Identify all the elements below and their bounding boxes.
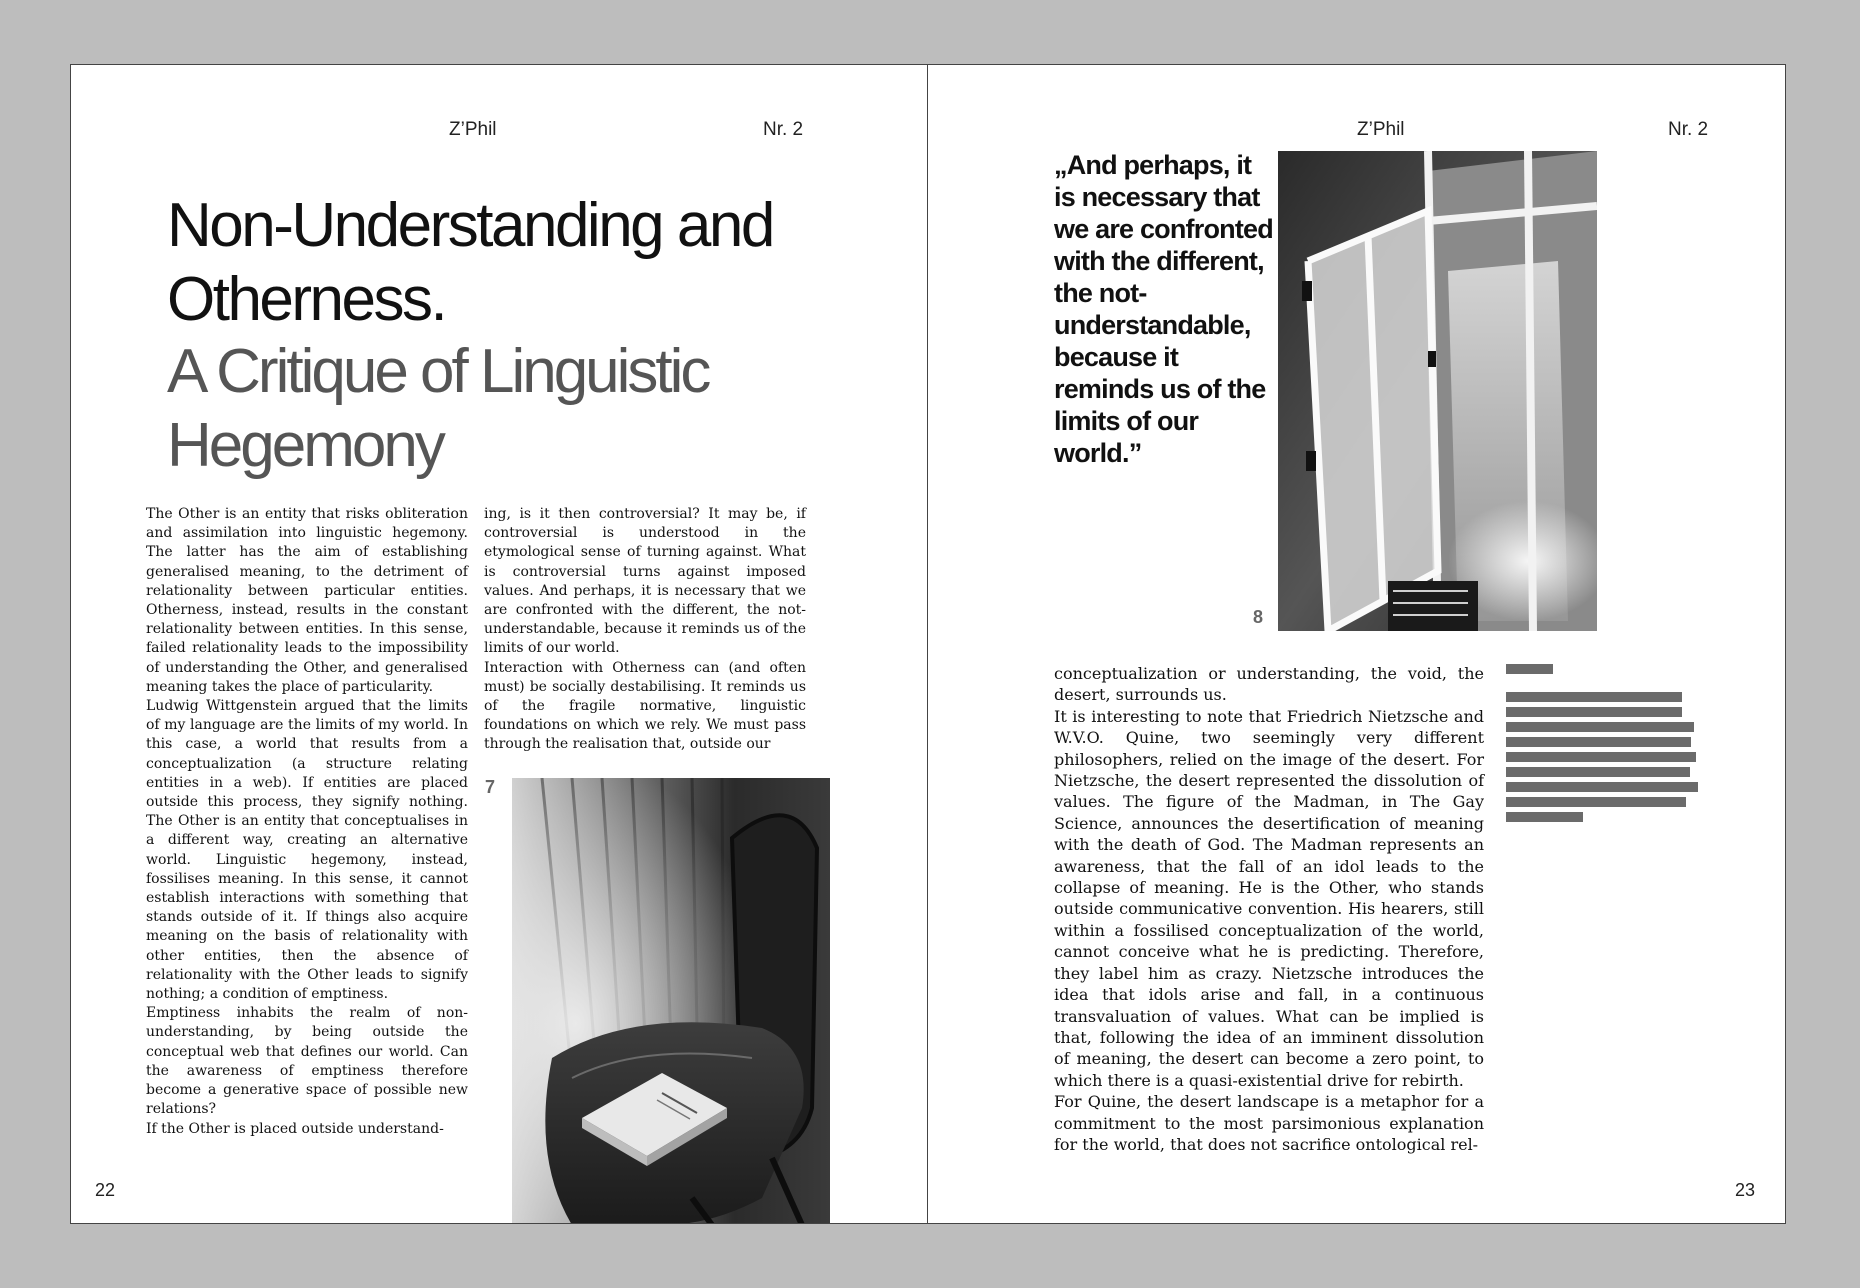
paragraph: It is interesting to note that Friedrich Nietzsche and W.V.O. Quine, two seemingly very different philosophers, relied on the image of the desert. For Nietzsche, the desert represented the dissolution of values. The figure of the Madman, in The Gay Science, announces the desertification of meaning with the death of God. The Madman represents an awareness, that the fall of an idol leads to the collapse of meaning. He is the Other, who stands outside communicative convention. His hearers, still within a fossilised conceptualization of the world, cannot conceive what he is predicting. Therefore, they label him as crazy. Nietzsche introduces the idea that idols arise and fall, in a continuous transvaluation of values. What can be implied is that, following the idea of an imminent dissolution of meaning, the desert can become a zero point, to which there is a quasi-existential drive for rebirth.	[1054, 706, 1484, 1090]
paragraph: Interaction with Otherness can (and often must) be socially destabilising. It reminds us of the fragile normative, linguistic foundations on which we rely. We must pass through the realisation that, outside our	[484, 659, 806, 753]
redaction-bar	[1506, 737, 1691, 747]
redaction-bar	[1506, 692, 1682, 702]
paragraph: conceptualization or understanding, the void, the desert, surrounds us.	[1054, 664, 1484, 705]
open-window-illustration	[1278, 151, 1597, 631]
body-column	[1054, 663, 1484, 1155]
paragraph: For Quine, the desert landscape is a metaphor for a commitment to the most parsimonious explanation for the world, that does not sacrifice ontological rel-	[1054, 1092, 1484, 1154]
redaction-bar	[1506, 664, 1553, 674]
running-head-journal: Z’Phil	[1357, 119, 1405, 140]
paragraph: If the Other is placed outside understand-	[146, 1120, 444, 1137]
page-number: 22	[95, 1180, 116, 1200]
body-column-2	[484, 505, 806, 755]
article-title: Non-Understanding and Otherness.	[167, 191, 773, 334]
chair-with-book-photo	[512, 778, 830, 1224]
paragraph: ing, is it then controversial? It may be, if controversial is understood in the etymological sense of turning against. What is controversial turns against imposed values. And perhaps, it is necessary that we are confronted with the different, the not-understandable, because it reminds us of the limits of our world.	[484, 506, 806, 657]
page-number: 23	[1734, 1180, 1755, 1200]
redaction-bar	[1506, 797, 1686, 807]
running-head-issue: Nr. 2	[1668, 119, 1709, 140]
paragraph: Emptiness inhabits the realm of non-understanding, by being outside the conceptual web that defines our world. Can the awareness of emptiness therefore become a generative space of possible new relations?	[146, 1005, 468, 1118]
redaction-bar	[1506, 767, 1690, 777]
chair-with-book-illustration	[512, 778, 830, 1224]
redaction-bar	[1506, 812, 1583, 822]
running-head-issue: Nr. 2	[763, 119, 804, 140]
body-column-1	[146, 505, 468, 1139]
figure-number: 8	[1253, 607, 1264, 627]
redaction-bar	[1506, 752, 1696, 762]
left-page	[70, 64, 928, 1224]
paragraph: Ludwig Wittgenstein argued that the limits of my language are the limits of my world. In this case, a world that results from a conceptualization (a structure relating entities in a web). If entities are placed outside this process, they signify nothing. The Other is an entity that conceptualises in a different way, creating an alternative world. Linguistic hegemony, instead, fossilises meaning. In this sense, it cannot establish interactions with something that stands outside of it. If things also acquire meaning on the basis of relationality with other entities, then the absence of relationality with the Other leads to signify nothing; a condition of emptiness.	[146, 698, 468, 1003]
redaction-bar	[1506, 722, 1694, 732]
right-page	[928, 64, 1786, 1224]
open-window-photo	[1278, 151, 1597, 631]
pull-quote: „And perhaps, it is necessary that we are confronted with the different, the not-understandable, because it reminds us of the limits of our world.”	[1054, 150, 1273, 468]
figure-number: 7	[485, 777, 496, 797]
running-head-journal: Z’Phil	[449, 119, 497, 140]
paragraph: The Other is an entity that risks obliteration and assimilation into linguistic hegemony. The latter has the aim of establishing generalised meaning, to the detriment of relationality between particular entities. Otherness, instead, results in the constant relationality between entities. In this sense, failed relationality leads to the impossibility of understanding the Other, and generalised meaning takes the place of particularity.	[146, 506, 468, 695]
redaction-bar	[1506, 707, 1682, 717]
article-subtitle: A Critique of Linguistic Hegemony	[167, 337, 709, 480]
redaction-bar	[1506, 782, 1698, 792]
